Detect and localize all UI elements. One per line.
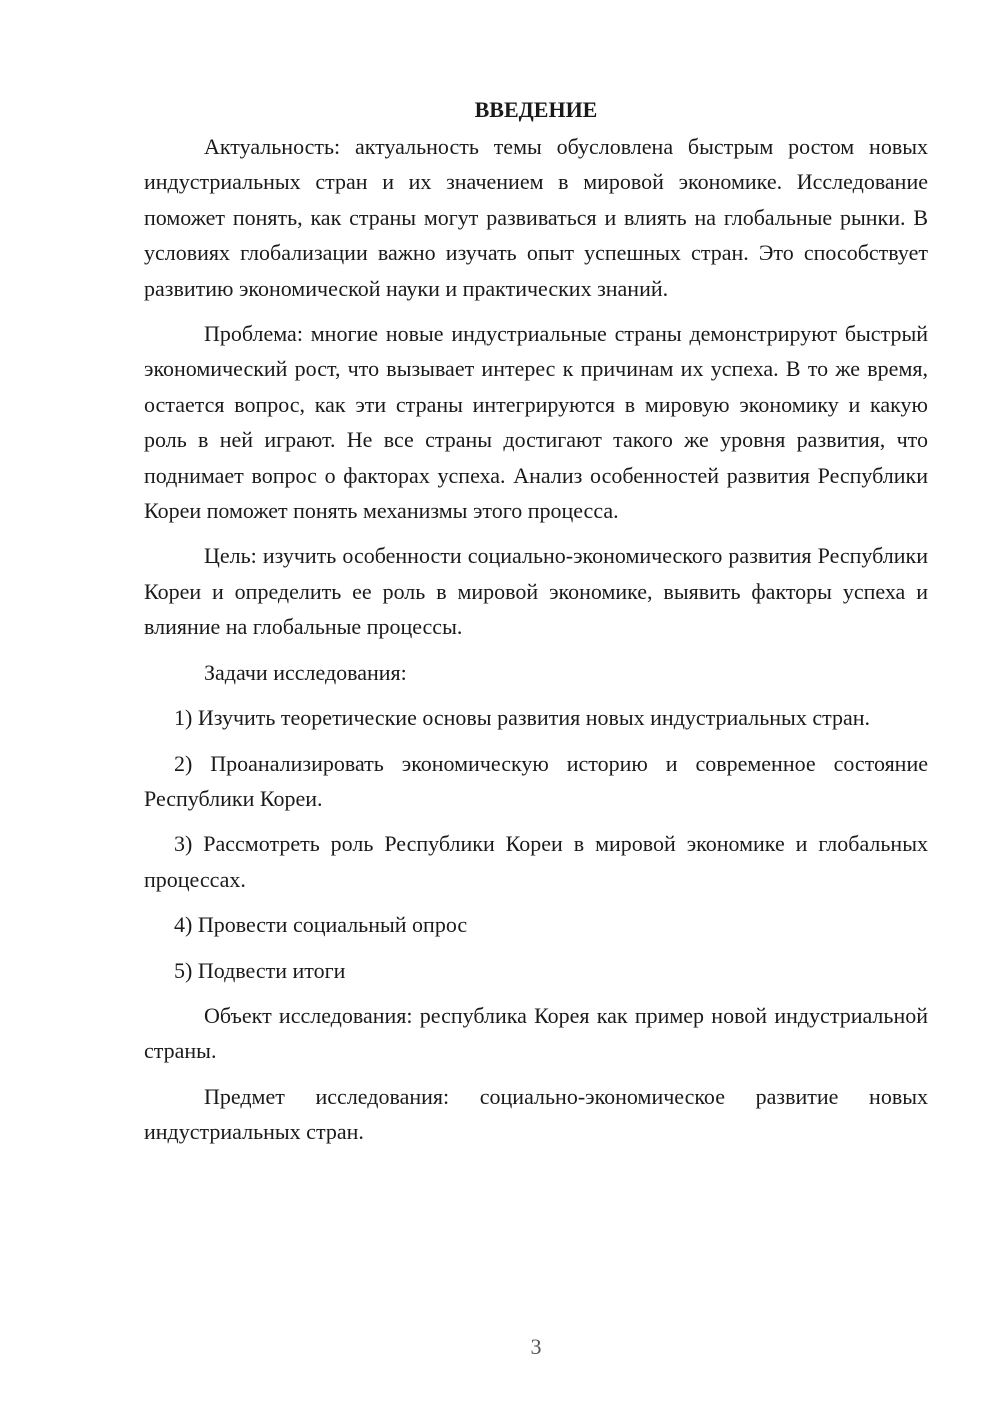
relevance-paragraph: Актуальность: актуальность темы обусловлена быстрым ростом новых индустриальных стран и их значением в мировой экономике. Исследование поможет понять, как страны могут развиваться и влиять на глобальные рынки. В условиях глобализации важно изучать опыт успешных стран. Это способствует развитию экономической науки и практических знаний. bbox=[144, 134, 928, 301]
subject-paragraph: Предмет исследования: социально-экономическое развитие новых индустриальных стран. bbox=[144, 1083, 928, 1145]
task-item-4: 4) Провести социальный опрос bbox=[174, 912, 468, 938]
object-paragraph: Объект исследования: республика Корея как пример новой индустриальной страны. bbox=[144, 1002, 928, 1064]
section-heading: ВВЕДЕНИЕ bbox=[474, 97, 598, 122]
task-item-2: 2) Проанализировать экономическую историю и современное состояние Республики Кореи. bbox=[144, 750, 928, 811]
task-item-5: 5) Подвести итоги bbox=[174, 957, 346, 983]
goal-paragraph: Цель: изучить особенности социально-экономического развития Республики Кореи и определить ее роль в мировой экономике, выявить факторы успеха и влияние на глобальные процессы. bbox=[144, 543, 928, 640]
task-item-3: 3) Рассмотреть роль Республики Кореи в мировой экономике и глобальных процессах. bbox=[144, 831, 928, 892]
problem-paragraph: Проблема: многие новые индустриальные страны демонстрируют быстрый экономический рост, что вызывает интерес к причинам их успеха. В то же время, остается вопрос, как эти страны интегрируются в мировую экономику и какую роль в ней играют. Не все страны достигают такого же уровня развития, что поднимает вопрос о факторах успеха. Анализ особенностей развития Республики Кореи поможет понять механизмы этого процесса. bbox=[144, 321, 928, 524]
document-page bbox=[144, 92, 928, 1160]
task-item-1: 1) Изучить теоретические основы развития новых индустриальных стран. bbox=[174, 705, 871, 731]
tasks-intro: Задачи исследования: bbox=[204, 659, 407, 685]
page-number: 3 bbox=[530, 1334, 542, 1359]
